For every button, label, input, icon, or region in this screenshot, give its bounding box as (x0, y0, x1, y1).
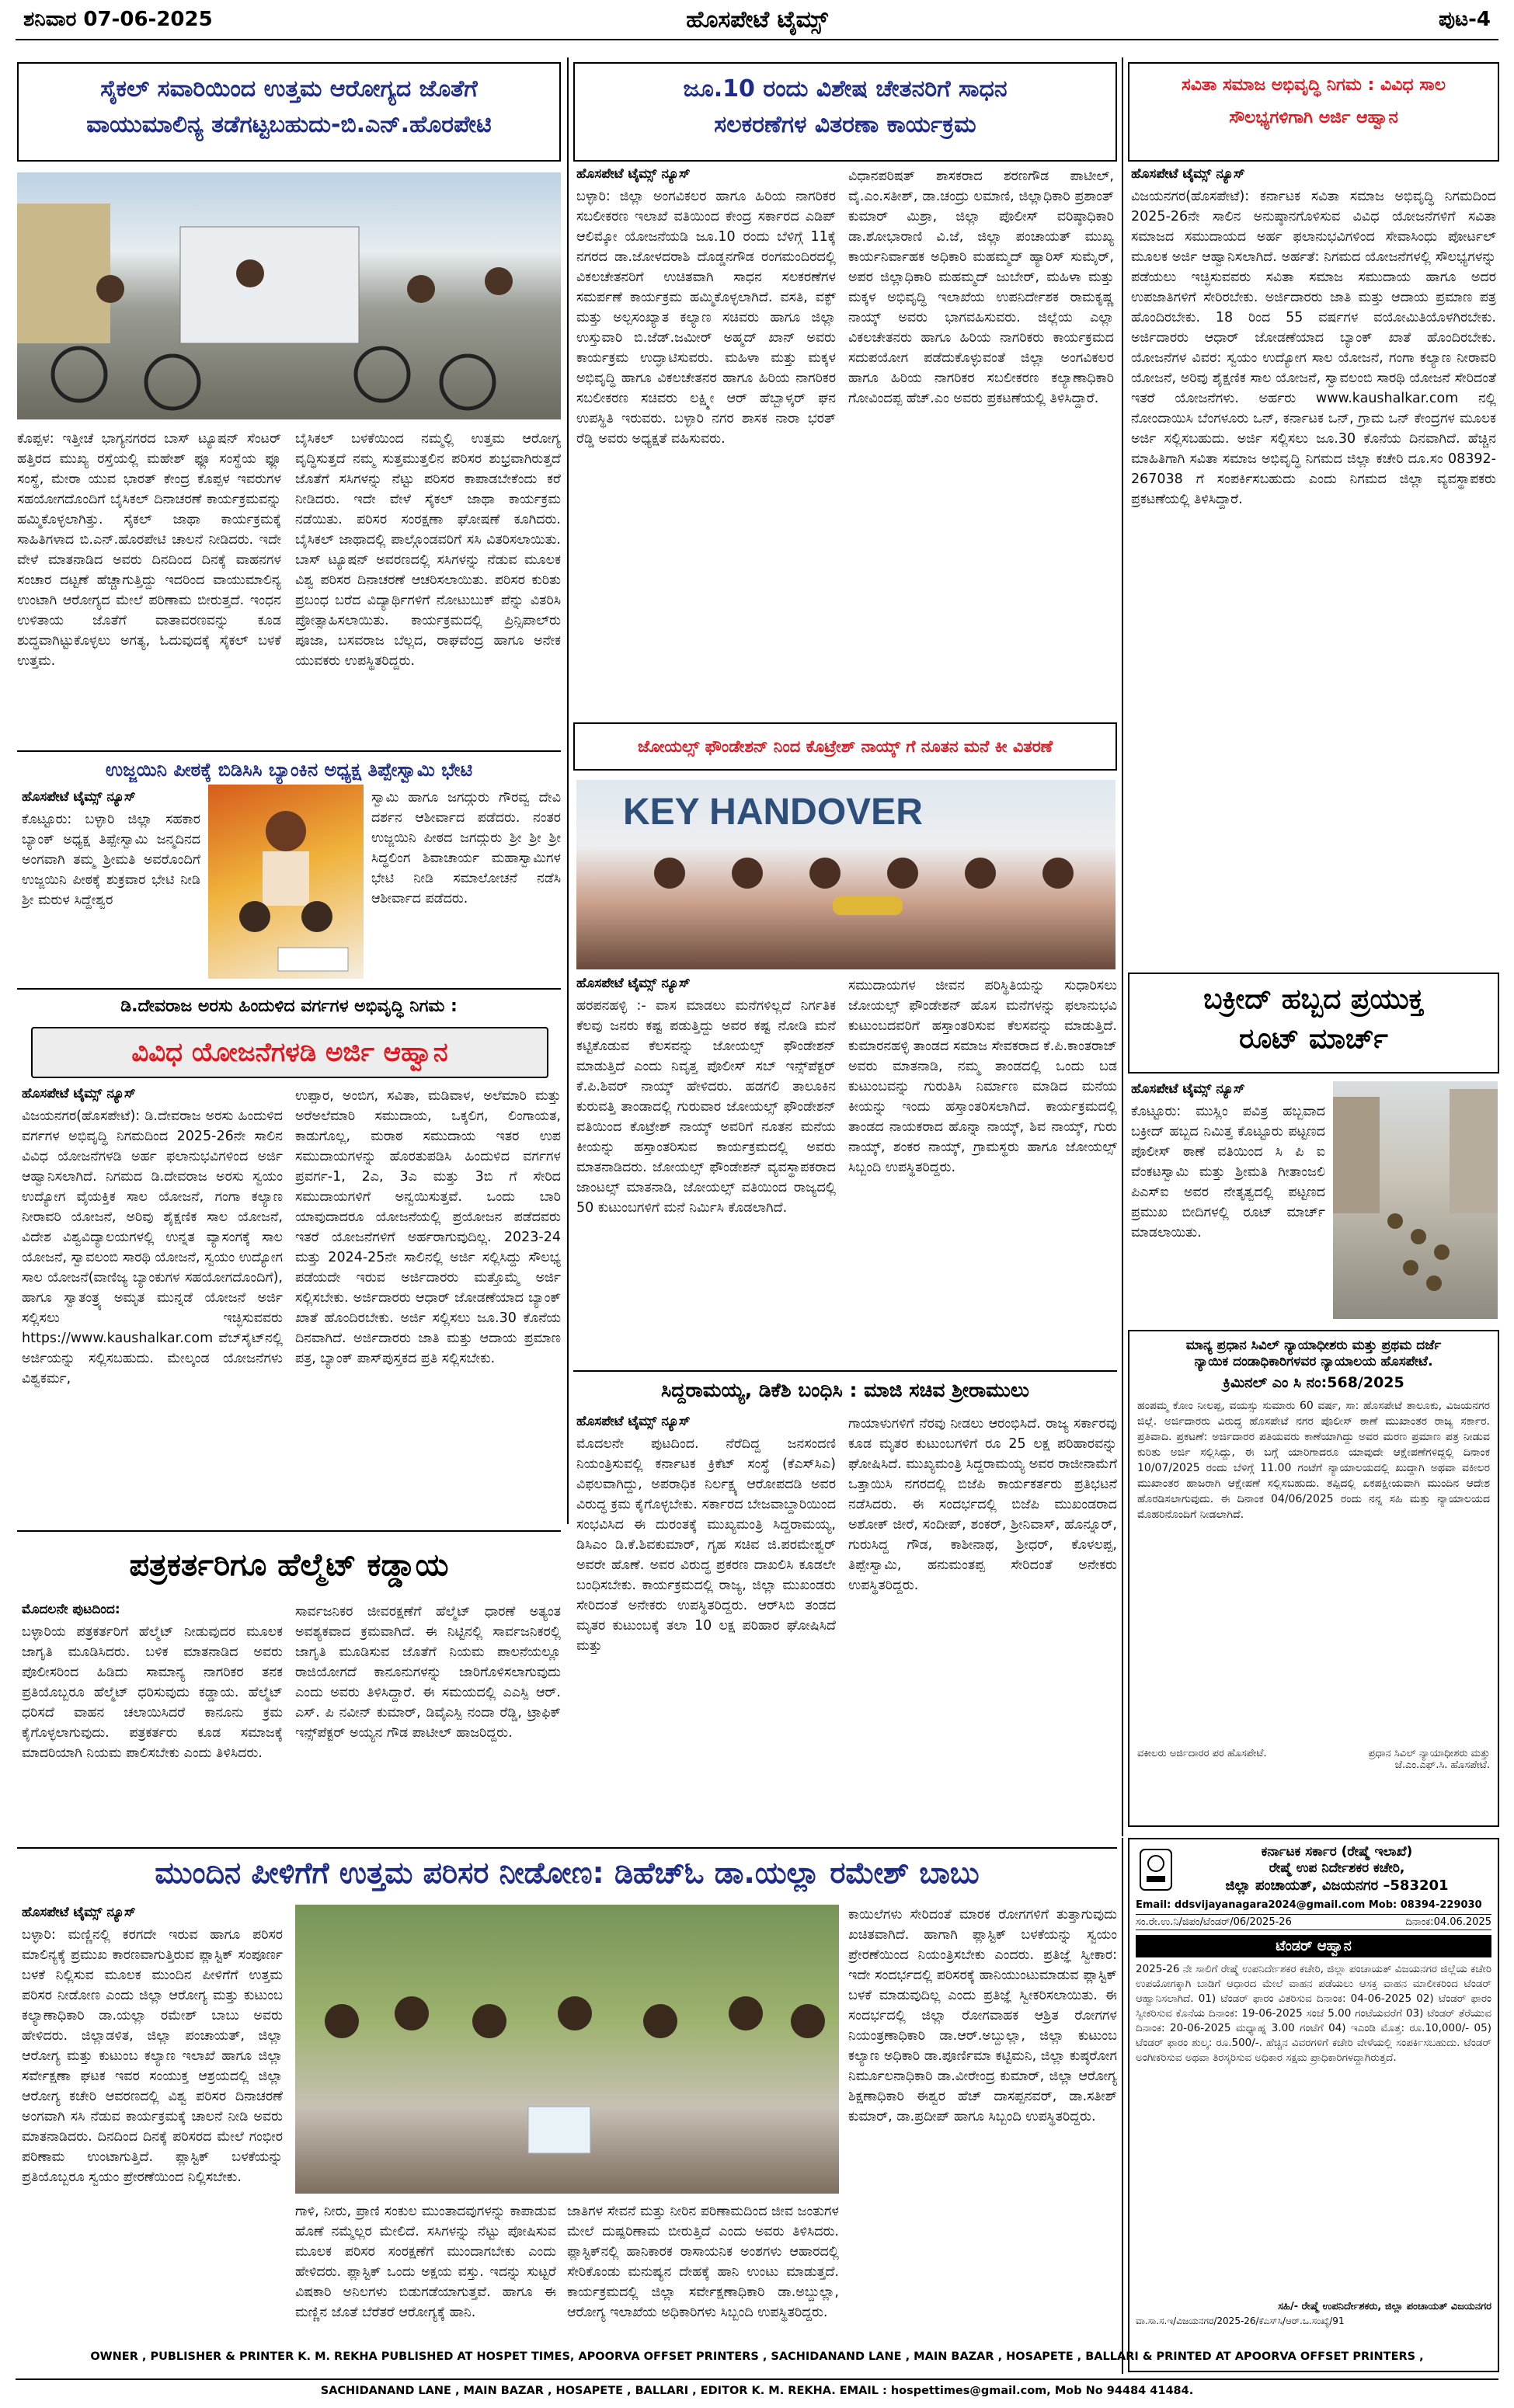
joyals-photo (576, 780, 1115, 969)
sriramulu-col-2: ಗಾಯಾಳುಗಳಿಗೆ ನೆರವು ನೀಡಲು ಆರಂಭಿಸಿದೆ. ರಾಜ್ಯ ಸರ್ಕಾರವು ಕೂಡ ಮೃತರ ಕುಟುಂಬಗಳಿಗೆ ರೂ 25 ಲಕ್ಷ ಪರಿಹಾರವನ್ನು ಘೋಷಿಸಿದೆ. ಮುಖ್ಯಮಂತ್ರಿ ಸಿದ್ದರಾಮಯ್ಯ ಅವರ ರಾಜೀನಾಮೆಗೆ ಒತ್ತಾಯಿಸಿ ನಗರದಲ್ಲಿ ಬಿಜೆಪಿ ಕಾರ್ಯಕರ್ತರು ಪ್ರತಿಭಟನೆ ನಡೆಸಿದರು. ಈ ಸಂದರ್ಭದಲ್ಲಿ ಬಿಜೆಪಿ ಮುಖಂಡರಾದ ಅಶೋಕ್ ಜೀರೆ, ಸಂದೀಪ್, ಶಂಕರ್, ಶ್ರೀನಿವಾಸ್, ಹೊನ್ನೂರ್, ಗುರುಸಿದ್ದ ಗೌಡ, ಕಾಶೀನಾಥ, ಶ್ರೀಧರ್, ಕೊಳಲಪ್ಪ, ತಿಪ್ಪೇಸ್ವಾಮಿ, ಹನುಮಂತಪ್ಪ ಸೇರಿದಂತೆ ಅನೇಕರು ಉಪಸ್ಥಿತರಿದ್ದರು. (848, 1416, 1117, 1593)
helmet-col-1: ಬಳ್ಳಾರಿಯ ಪತ್ರಕರ್ತರಿಗೆ ಹೆಲ್ಮೆಟ್ ನೀಡುವುದರ ಮೂಲಕ ಜಾಗೃತಿ ಮೂಡಿಸಿದರು. ಬಳಿಕ ಮಾತನಾಡಿದ ಅವರು ಪೊಲೀಸರಿಂದ ಹಿಡಿದು ಸಾಮಾನ್ಯ ನಾಗರಿಕರ ತನಕ ಪ್ರತಿಯೊಬ್ಬರೂ ಹೆಲ್ಮೆಟ್ ಧರಿಸುವುದು ಕಡ್ಡಾಯ. ಹೆಲ್ಮೆಟ್ ಧರಿಸದೆ ವಾಹನ ಚಲಾಯಿಸಿದರೆ ಕಾನೂನು ಕ್ರಮ ಕೈಗೊಳ್ಳಲಾಗುವುದು. ಪತ್ರಕರ್ತರು ಕೂಡ ಸಮಾಜಕ್ಕೆ ಮಾದರಿಯಾಗಿ ನಿಯಮ ಪಾಲಿಸಬೇಕು ಎಂದು ತಿಳಿಸಿದರು. (22, 1624, 283, 1761)
cycling-headline-box (17, 62, 561, 162)
savitha-body: ವಿಜಯನಗರ(ಹೊಸಪೇಟೆ): ಕರ್ನಾಟಕ ಸವಿತಾ ಸಮಾಜ ಅಭಿವೃದ್ಧಿ ನಿಗಮದಿಂದ 2025-26ನೇ ಸಾಲಿನ ಅನುಷ್ಠಾನಗೊಳಿಸುವ ವಿವಿಧ ಯೋಜನೆಗಳಿಗೆ ಸವಿತಾ ಸಮಾಜದ ಸಮುದಾಯದ ಅರ್ಹ ಫಲಾನುಭವಿಗಳಿಂದ ಸೇವಾಸಿಂಧು ಪೋರ್ಟಲ್ ಮೂಲಕ ಅರ್ಜಿ ಆಹ್ವಾನಿಸಲಾಗಿದೆ. ಅರ್ಹತೆ: ನಿಗಮದ ಯೋಜನೆಗಳಲ್ಲಿ ಸೌಲಭ್ಯಗಳನ್ನು ಪಡೆಯಲು ಇಚ್ಛಿಸುವವರು ಸವಿತಾ ಸಮಾಜ ಸಮುದಾಯ ಹಾಗೂ ಅದರ ಉಪಜಾತಿಗಳಿಗೆ ಸೇರಿರಬೇಕು. ಅರ್ಜಿದಾರರು ಜಾತಿ ಮತ್ತು ಆದಾಯ ಪ್ರಮಾಣ ಪತ್ರ ಹೊಂದಿರಬೇಕು. 18 ರಿಂದ 55 ವರ್ಷಗಳ ವಯೋಮಿತಿಯೊಳಗಿರಬೇಕು. ಅರ್ಜಿದಾರರು ಆಧಾರ್ ಜೋಡಣೆಯಾದ ಬ್ಯಾಂಕ್ ಖಾತೆ ಹೊಂದಿರಬೇಕು. ಯೋಜನೆಗಳ ವಿವರ: ಸ್ವಯಂ ಉದ್ಯೋಗ ಸಾಲ ಯೋಜನೆ, ಗಂಗಾ ಕಲ್ಯಾಣ ನೀರಾವರಿ ಯೋಜನೆ, ಅರಿವು ಶೈಕ್ಷಣಿಕ ಸಾಲ ಯೋಜನೆ, ಸ್ವಾವಲಂಬಿ ಸಾರಥಿ ಯೋಜನೆ ಸೇರಿದಂತೆ ಇತರೆ ಯೋಜನೆಗಳು. ಅರ್ಹರು www.kaushalkar.com ನಲ್ಲಿ ನೋಂದಾಯಿಸಿ ಬೆಂಗಳೂರು ಒನ್, ಕರ್ನಾಟಕ ಒನ್, ಗ್ರಾಮ ಒನ್ ಕೇಂದ್ರಗಳ ಮೂಲಕ ಅರ್ಜಿ ಸಲ್ಲಿಸಬಹುದು. ಅರ್ಜಿ ಸಲ್ಲಿಸಲು ಜೂ.30 ಕೊನೆಯ ದಿನವಾಗಿದೆ. ಹೆಚ್ಚಿನ ಮಾಹಿತಿಗಾಗಿ ಸವಿತಾ ಸಮಾಜ ಅಭಿವೃದ್ಧಿ ನಿಗಮದ ಜಿಲ್ಲಾ ಕಚೇರಿ ದೂ.ಸಂ 08392-267038 ಗೆ ಸಂಪರ್ಕಿಸಬಹುದು ಎಂದು ನಿಗಮದ ಜಿಲ್ಲಾ ವ್ಯವಸ್ಥಾಪಕರು ಪ್ರಕಟಣೆಯಲ್ಲಿ ತಿಳಿಸಿದ್ದಾರೆ. (1131, 189, 1496, 507)
cycling-photo (17, 172, 561, 419)
sriramulu-byline: ಹೊಸಪೇಟೆ ಟೈಮ್ಸ್ ನ್ಯೂಸ್ (576, 1414, 691, 1429)
cycling-headline-2: ವಾಯುಮಾಲಿನ್ಯ ತಡೆಗಟ್ಟಬಹುದು-ಬಿ.ಎನ್.ಹೊರಪೇಟಿ (86, 110, 492, 138)
court-notice-box (1128, 1330, 1499, 1827)
column-rule-1 (567, 57, 569, 1524)
cycling-headline-1: ಸೈಕಲ್ ಸವಾರಿಯಿಂದ ಉತ್ತಮ ಆರೋಗ್ಯದ ಜೊತೆಗೆ (100, 75, 478, 103)
helmet-headline: ಪತ್ರಕರ್ತರಿಗೂ ಹೆಲ್ಮೆಟ್ ಕಡ್ಡಾಯ (129, 1547, 449, 1583)
court-notice-title-1: ಮಾನ್ಯ ಪ್ರಧಾನ ಸಿವಿಲ್ ನ್ಯಾಯಾಧೀಶರು ಮತ್ತು ಪ್ರಥಮ ದರ್ಜೆ (1185, 1338, 1442, 1353)
devaraj-rule-top (17, 988, 561, 990)
tender-notice-box (1128, 1838, 1499, 2372)
june10-headline-1: ಜೂ.10 ರಂದು ವಿಶೇಷ ಚೇತನರಿಗೆ ಸಾಧನ (683, 75, 1008, 103)
bakrid-headline-box (1128, 973, 1499, 1074)
karnataka-emblem-icon (1136, 1846, 1176, 1893)
tender-body: 2025-26 ನೇ ಸಾಲಿಗೆ ರೇಷ್ಮೆ ಉಪನಿರ್ದೇಶಕರ ಕಚೇರಿ, ಜಿಲ್ಲಾ ಪಂಚಾಯತ್ ವಿಜಯನಗರ ಜಿಲ್ಲೆಯ ಕಚೇರಿ ಉಪಯೋಗಕ್ಕಾಗಿ ಬಾಡಿಗೆ ಆಧಾರದ ಮೇಲೆ ವಾಹನ ಪಡೆಯಲು ಆಸಕ್ತ ವಾಹನ ಮಾಲೀಕರಿಂದ ಟೆಂಡರ್ ಆಹ್ವಾನಿಸಲಾಗಿದೆ. 01) ಟೆಂಡರ್ ಫಾರಂ ವಿತರಿಸುವ ದಿನಾಂಕ: 04-06-2025 02) ಟೆಂಡರ್ ಫಾರಂ ಸ್ವೀಕರಿಸುವ ಕೊನೆಯ ದಿನಾಂಕ: 19-06-2025 ಸಂಜೆ 5.00 ಗಂಟೆಯವರೆಗೆ 03) ಟೆಂಡರ್ ತೆರೆಯುವ ದಿನಾಂಕ: 20-06-2025 ಮಧ್ಯಾಹ್ನ 3.00 ಗಂಟೆಗೆ 04) ಇಎಂಡಿ ಮೊತ್ತ: ರೂ.10,000/- 05) ಟೆಂಡರ್ ಫಾರಂ ಶುಲ್ಕ: ರೂ.500/-. ಹೆಚ್ಚಿನ ವಿವರಗಳಿಗೆ ಕಚೇರಿ ವೇಳೆಯಲ್ಲಿ ಸಂಪರ್ಕಿಸಬಹುದು. ಟೆಂಡರ್ ಅಂಗೀಕರಿಸುವ ಅಥವಾ ತಿರಸ್ಕರಿಸುವ ಅಧಿಕಾರ ಸಕ್ಷಮ ಪ್ರಾಧಿಕಾರಿಗಳದ್ದಾಗಿರುತ್ತದೆ. (1136, 1963, 1491, 2064)
devaraj-col-2: ಉಪ್ಪಾರ, ಅಂಬಿಗ, ಸವಿತಾ, ಮಡಿವಾಳ, ಅಲೆಮಾರಿ ಮತ್ತು ಅರೆಅಲೆಮಾರಿ ಸಮುದಾಯ, ಒಕ್ಕಲಿಗ, ಲಿಂಗಾಯತ, ಕಾಡುಗೊಲ್ಲ, ಮರಾಠ ಸಮುದಾಯ ಇತರ ಉಪ ಸಮುದಾಯಗಳನ್ನು ಹೊರತುಪಡಿಸಿ ಹಿಂದುಳಿದ ವರ್ಗಗಳ ಪ್ರವರ್ಗ-1, 2ಎ, 3ಎ ಮತ್ತು 3ಬಿ ಗೆ ಸೇರಿದ ಸಮುದಾಯಗಳಿಗೆ ಅನ್ವಯಿಸುತ್ತವೆ. ಒಂದು ಬಾರಿ ಯಾವುದಾದರೂ ಯೋಜನೆಯಲ್ಲಿ ಪ್ರಯೋಜನ ಪಡೆದವರು ಇತರೆ ಯೋಜನೆಗಳಿಗೆ ಅರ್ಹರಾಗುವುದಿಲ್ಲ. 2023-24 ಮತ್ತು 2024-25ನೇ ಸಾಲಿನಲ್ಲಿ ಅರ್ಜಿ ಸಲ್ಲಿಸಿದ್ದು ಸೌಲಭ್ಯ ಪಡೆಯದೇ ಇರುವ ಅರ್ಜಿದಾರರು ಮತ್ತೊಮ್ಮೆ ಅರ್ಜಿ ಸಲ್ಲಿಸಬೇಕು. ಅರ್ಜಿದಾರರು ಆಧಾರ್ ಜೋಡಣೆಯಾದ ಬ್ಯಾಂಕ್ ಖಾತೆ ಹೊಂದಿರಬೇಕು. ಅರ್ಜಿ ಸಲ್ಲಿಸಲು ಜೂ.30 ಕೊನೆಯ ದಿನವಾಗಿದೆ. ಅರ್ಜಿದಾರರು ಜಾತಿ ಮತ್ತು ಆದಾಯ ಪ್ರಮಾಣ ಪತ್ರ, ಬ್ಯಾಂಕ್ ಪಾಸ್‌ಪುಸ್ತಕದ ಪ್ರತಿ ಸಲ್ಲಿಸಬೇಕು. (295, 1088, 561, 1366)
bakrid-photo (1333, 1081, 1498, 1319)
dho-rule-top (17, 1847, 1117, 1849)
joyals-photo-scene (576, 780, 1115, 969)
court-notice-case-number: ಕ್ರಿಮಿನಲ್ ಎಂ ಸಿ ನಂ:568/2025 (1223, 1373, 1404, 1391)
joyals-col-2: ಸಮುದಾಯಗಳ ಜೀವನ ಪರಿಸ್ಥಿತಿಯನ್ನು ಸುಧಾರಿಸಲು ಜೋಯಲ್ಸ್ ಫೌಂಡೇಶನ್ ಹೊಸ ಮನೆಗಳನ್ನು ಫಲಾನುಭವಿ ಕುಟುಂಬದವರಿಗೆ ಹಸ್ತಾಂತರಿಸುವ ಕೆಲಸವನ್ನು ಮಾಡುತ್ತಿದೆ. ಕುಮಾರನಹಳ್ಳಿ ತಾಂಡದ ಸಮಾಜ ಸೇವಕರಾದ ಕೆ.ಪಿ.ಕಾಂತರಾಜ್ ಅವರು ಮಾತನಾಡಿ, ನಮ್ಮ ತಾಂಡದಲ್ಲಿ ಒಂದು ಬಡ ಕುಟುಂಬವನ್ನು ಗುರುತಿಸಿ ನಿರ್ಮಾಣ ಮಾಡಿದ ಮನೆಯ ಕೀಯನ್ನು ಇಂದು ಹಸ್ತಾಂತರಿಸಲಾಗಿದೆ. ಕಾರ್ಯಕ್ರಮದಲ್ಲಿ ತಾಂಡದ ನಾಯಕರಾದ ಹೊನ್ನಾ ನಾಯ್ಕ್, ಶಿವ ನಾಯ್ಕ್, ಗುರು ನಾಯ್ಕ್, ಶಂಕರ ನಾಯ್ಕ್, ಗ್ರಾಮಸ್ಥರು ಹಾಗೂ ಜೋಯಲ್ಸ್ ಸಿಬ್ಬಂದಿ ಉಪಸ್ಥಿತರಿದ್ದರು. (848, 978, 1117, 1175)
bakrid-body: ಕೊಟ್ಟೂರು: ಮುಸ್ಲಿಂ ಪವಿತ್ರ ಹಬ್ಬವಾದ ಬಕ್ರೀದ್ ಹಬ್ಬದ ನಿಮಿತ್ತ ಕೊಟ್ಟೂರು ಪಟ್ಟಣದ ಪೊಲೀಸ್ ಠಾಣೆ ವತಿಯಿಂದ ಸಿ ಪಿ ಐ ವೆಂಕಟಸ್ವಾಮಿ ಮತ್ತು ಶ್ರೀಮತಿ ಗೀತಾಂಜಲಿ ಪಿಎಸ್‌ಐ ಅವರ ನೇತೃತ್ವದಲ್ಲಿ ಪಟ್ಟಣದ ಪ್ರಮುಖ ಬೀದಿಗಳಲ್ಲಿ ರೂಟ್ ಮಾರ್ಚ್ ಮಾಡಲಾಯಿತು. (1131, 1104, 1325, 1241)
savitha-headline-2: ಸೌಲಭ್ಯಗಳಿಗಾಗಿ ಅರ್ಜಿ ಆಹ್ವಾನ (1229, 107, 1398, 127)
june10-col-2: ವಿಧಾನಪರಿಷತ್ ಶಾಸಕರಾದ ಶರಣಗೌಡ ಪಾಟೀಲ್, ವೈ.ಎಂ.ಸತೀಶ್, ಡಾ.ಚಂದ್ರು ಲಮಾಣಿ, ಜಿಲ್ಲಾಧಿಕಾರಿ ಪ್ರಶಾಂತ್ ಕುಮಾರ್ ಮಿಶ್ರಾ, ಜಿಲ್ಲಾ ಪೊಲೀಸ್ ವರಿಷ್ಠಾಧಿಕಾರಿ ಡಾ.ಶೋಭಾರಾಣಿ ವಿ.ಜೆ, ಜಿಲ್ಲಾ ಪಂಚಾಯತ್ ಮುಖ್ಯ ಕಾರ್ಯನಿರ್ವಾಹಕ ಅಧಿಕಾರಿ ಮಹಮ್ಮದ್ ಹ್ಯಾರಿಸ್ ಸುಮೈರ್, ಅಪರ ಜಿಲ್ಲಾಧಿಕಾರಿ ಮಹಮ್ಮದ್ ಜುಬೇರ್, ಮಹಿಳಾ ಮತ್ತು ಮಕ್ಕಳ ಅಭಿವೃದ್ಧಿ ಇಲಾಖೆಯ ಉಪನಿರ್ದೇಶಕ ರಾಮಕೃಷ್ಣ ನಾಯ್ಕ್ ಅವರು ಭಾಗವಹಿಸುವರು. ಜಿಲ್ಲೆಯ ಎಲ್ಲಾ ವಿಕಲಚೇತನರು ಹಾಗೂ ಹಿರಿಯ ನಾಗರಿಕರು ಕಾರ್ಯಕ್ರಮದ ಸದುಪಯೋಗ ಪಡೆದುಕೊಳ್ಳುವಂತೆ ಜಿಲ್ಲಾ ಅಂಗವಿಕಲರ ಹಾಗೂ ಹಿರಿಯ ನಾಗರಿಕರ ಸಬಲೀಕರಣ ಕಲ್ಯಾಣಾಧಿಕಾರಿ ಗೋವಿಂದಪ್ಪ ಹೆಚ್.ಎಂ ಅವರು ಪ್ರಕಟಣೆಯಲ್ಲಿ ತಿಳಿಸಿದ್ದಾರೆ. (848, 169, 1114, 406)
devaraj-headline-banner (31, 1027, 548, 1078)
devaraj-kicker: ಡಿ.ದೇವರಾಜ ಅರಸು ಹಿಂದುಳಿದ ವರ್ಗಗಳ ಅಭಿವೃದ್ಧಿ ನಿಗಮ : (120, 997, 458, 1016)
june10-headline-box (573, 62, 1117, 162)
joyals-col-1: ಹರಪನಹಳ್ಳಿ :- ವಾಸ ಮಾಡಲು ಮನೆಗಳಿಲ್ಲದೆ ನಿರ್ಗತಿಕ ಕೆಲವು ಜನರು ಕಷ್ಟ ಪಡುತ್ತಿದ್ದು ಅವರ ಕಷ್ಟ ನೋಡಿ ಮನೆ ಕಟ್ಟಿಕೊಡುವ ಕೆಲಸವನ್ನು ಜೋಯಲ್ಸ್ ಫೌಂಡೇಶನ್ ಮಾಡುತ್ತಿದೆ ಎಂದು ನಿವೃತ್ತ ಪೊಲೀಸ್ ಸಬ್ ಇನ್ಸ್‌ಪೆಕ್ಟರ್ ಕೆ.ಪಿ.ಶಿವರ್ ನಾಯ್ಕ್ ಹೇಳಿದರು. ಹಡಗಲಿ ತಾಲೂಕಿನ ಕುರುವತ್ತಿ ತಾಂಡಾದಲ್ಲಿ ಗುರುವಾರ ಜೋಯಲ್ಸ್ ಫೌಂಡೇಶನ್ ವತಿಯಿಂದ ಕೊಟ್ರೇಶ್ ನಾಯ್ಕ್ ಅವರಿಗೆ ನೂತನ ಮನೆಯ ಕೀಯನ್ನು ಹಸ್ತಾಂತರಿಸುವ ಕಾರ್ಯಕ್ರಮದಲ್ಲಿ ಅವರು ಮಾತನಾಡಿದರು. ಜೋಯಲ್ಸ್ ಫೌಂಡೇಶನ್ ವ್ಯವಸ್ಥಾಪಕರಾದ ಜಾಂಟಲ್ಸ್ ಮಾತನಾಡಿ, ಜೋಯಲ್ಸ್ ವತಿಯಿಂದ ರಾಜ್ಯದಲ್ಲಿ 50 ಕುಟುಂಬಗಳಿಗೆ ಮನೆ ನಿರ್ಮಿಸಿ ಕೊಡಲಾಗಿದೆ. (576, 998, 836, 1216)
helmet-col-2: ಸಾರ್ವಜನಿಕರ ಜೀವರಕ್ಷಣೆಗೆ ಹೆಲ್ಮೆಟ್ ಧಾರಣೆ ಅತ್ಯಂತ ಅವಶ್ಯಕವಾದ ಕ್ರಮವಾಗಿದೆ. ಈ ನಿಟ್ಟಿನಲ್ಲಿ ಸಾರ್ವಜನಿಕರಲ್ಲಿ ಜಾಗೃತಿ ಮೂಡಿಸುವ ಜೊತೆಗೆ ನಿಯಮ ಪಾಲನೆಯಲ್ಲೂ ರಾಜಿಯೋಗದೆ ಕಾನೂನುಗಳನ್ನು ಜಾರಿಗೊಳಿಸಲಾಗುವುದು ಎಂದು ಅವರು ತಿಳಿಸಿದ್ದಾರೆ. ಈ ಸಮಯದಲ್ಲಿ ಎಎಸ್ಪಿ ಆರ್. ಎಸ್. ಪಿ ನವೀನ್ ಕುಮಾರ್, ಡಿವೈಎಸ್ಪಿ ನಂದಾ ರೆಡ್ಡಿ, ಟ್ರಾಫಿಕ್ ಇನ್ಸ್‌ಪೆಕ್ಟರ್ ಅಯ್ಯನ ಗೌಡ ಪಾಟೀಲ್ ಹಾಜರಿದ್ದರು. (295, 1604, 561, 1741)
footer-imprint-1: OWNER , PUBLISHER & PRINTER K. M. REKHA PUBLISHED AT HOSPET TIMES, APOORVA OFFSET PRINTERS , SACHIDANAND LANE , MAIN BAZAR , HOSAPETE , BALLARI & PRINTED AT APOORVA OFFSET PRINTERS , (90, 2351, 1424, 2363)
savitha-headline-1: ಸವಿತಾ ಸಮಾಜ ಅಭಿವೃದ್ಧಿ ನಿಗಮ : ವಿವಿಧ ಸಾಲ (1182, 75, 1446, 95)
dho-col-4: ಕಾಯಿಲೆಗಳು ಸೇರಿದಂತೆ ಮಾರಕ ರೋಗಗಳಿಗೆ ತುತ್ತಾಗುವುದು ಖಚಿತವಾಗಿದೆ. ಹಾಗಾಗಿ ಪ್ಲಾಸ್ಟಿಕ್ ಬಳಕೆಯನ್ನು ಸ್ವಯಂ ಪ್ರೇರಣೆಯಿಂದ ನಿಯಂತ್ರಿಸಬೇಕು ಎಂದರು. ಪ್ರತಿಜ್ಞೆ ಸ್ವೀಕಾರ: ಇದೇ ಸಂದರ್ಭದಲ್ಲಿ ಪರಿಸರಕ್ಕೆ ಹಾನಿಯುಂಟುಮಾಡುವ ಪ್ಲಾಸ್ಟಿಕ್ ಬಳಕೆ ಮಾಡುವುದಿಲ್ಲ ಎಂದು ಪ್ರತಿಜ್ಞೆ ಸ್ವೀಕರಿಸಲಾಯಿತು. ಈ ಸಂದರ್ಭದಲ್ಲಿ ಜಿಲ್ಲಾ ರೋಗವಾಹಕ ಆಶ್ರಿತ ರೋಗಗಳ ನಿಯಂತ್ರಣಾಧಿಕಾರಿ ಡಾ.ಆರ್.ಅಬ್ದುಲ್ಲಾ, ಜಿಲ್ಲಾ ಕುಟುಂಬ ಕಲ್ಯಾಣ ಅಧಿಕಾರಿ ಡಾ.ಪೂರ್ಣಿಮಾ ಕಟ್ಟಿಮನಿ, ಜಿಲ್ಲಾ ಕುಷ್ಠರೋಗ ನಿರ್ಮೂಲನಾಧಿಕಾರಿ ಡಾ.ವೀರೇಂದ್ರ ಕುಮಾರ್, ಜಿಲ್ಲಾ ಆರೋಗ್ಯ ಶಿಕ್ಷಣಾಧಿಕಾರಿ ಈಶ್ವರ ಹೆಚ್ ದಾಸಪ್ಪನವರ್, ಡಾ.ಸತೀಶ್ ಕುಮಾರ್, ಡಾ.ಪ್ರದೀಪ್ ಹಾಗೂ ಸಿಬ್ಬಂದಿ ಉಪಸ್ಥಿತರಿದ್ದರು. (848, 1907, 1117, 2124)
tender-footer-code: ವಾ.ಸಾ.ಸ.ಇ/ವಿಜಯನಗರ/2025-26/ಕೆಎಸ್‌ಸಿ/ಆರ್.ಒ.ಸಂಖ್ಯೆ/91 (1136, 2316, 1345, 2326)
sriramulu-headline: ಸಿದ್ದರಾಮಯ್ಯ, ಡಿಕೆಶಿ ಬಂಧಿಸಿ : ಮಾಜಿ ಸಚಿವ ಶ್ರೀರಾಮುಲು (660, 1379, 1030, 1401)
joyals-photo-banner-text: KEY HANDOVER (623, 792, 923, 833)
bakrid-photo-scene (1333, 1081, 1498, 1319)
dho-col-3: ಜಾತಿಗಳ ಸೇವನೆ ಮತ್ತು ನೀರಿನ ಪರಿಣಾಮದಿಂದ ಜೀವ ಜಂತುಗಳ ಮೇಲೆ ದುಷ್ಪರಿಣಾಮ ಬೀರುತ್ತಿದೆ ಎಂದು ಅವರು ತಿಳಿಸಿದರು. ಪ್ಲಾಸ್ಟಿಕ್‌ನಲ್ಲಿ ಹಾನಿಕಾರಕ ರಾಸಾಯನಿಕ ಅಂಶಗಳು ಆಹಾರದಲ್ಲಿ ಸೇರಿಕೊಂಡು ಮನುಷ್ಯನ ದೇಹಕ್ಕೆ ಹಾನಿ ಉಂಟು ಮಾಡುತ್ತದೆ. ಕಾರ್ಯಕ್ರಮದಲ್ಲಿ ಜಿಲ್ಲಾ ಸರ್ವೇಕ್ಷಣಾಧಿಕಾರಿ ಡಾ.ಅಬ್ದುಲ್ಲಾ, ಆರೋಗ್ಯ ಇಲಾಖೆಯ ಅಧಿಕಾರಿಗಳು ಸಿಬ್ಬಂದಿ ಉಪಸ್ಥಿತರಿದ್ದರು. (567, 2204, 839, 2320)
tender-line-1: ಕರ್ನಾಟಕ ಸರ್ಕಾರ (ರೇಷ್ಮೆ ಇಲಾಖೆ) (1261, 1844, 1413, 1860)
column-rule-3 (1122, 1838, 1123, 2374)
dho-col-1: ಬಳ್ಳಾರಿ: ಮಣ್ಣಿನಲ್ಲಿ ಕರಗದೇ ಇರುವ ಹಾಗೂ ಪರಿಸರ ಮಾಲಿನ್ಯಕ್ಕೆ ಪ್ರಮುಖ ಕಾರಣವಾಗುತ್ತಿರುವ ಪ್ಲಾಸ್ಟಿಕ್ ಸಂಪೂರ್ಣ ಬಳಕೆ ನಿಲ್ಲಿಸುವ ಮೂಲಕ ಮುಂದಿನ ಪೀಳಿಗೆಗೆ ಉತ್ತಮ ಪರಿಸರ ನೀಡೋಣ ಎಂದು ಜಿಲ್ಲಾ ಆರೋಗ್ಯ ಮತ್ತು ಕುಟುಂಬ ಕಲ್ಯಾಣಾಧಿಕಾರಿ ಡಾ.ಯಲ್ಲಾ ರಮೇಶ್ ಬಾಬು ಅವರು ಹೇಳಿದರು. ಜಿಲ್ಲಾಡಳಿತ, ಜಿಲ್ಲಾ ಪಂಚಾಯತ್, ಜಿಲ್ಲಾ ಆರೋಗ್ಯ ಮತ್ತು ಕುಟುಂಬ ಕಲ್ಯಾಣ ಇಲಾಖೆ ಹಾಗೂ ಜಿಲ್ಲಾ ಸರ್ವೇಕ್ಷಣಾ ಘಟಕ ಇವರ ಸಂಯುಕ್ತ ಆಶ್ರಯದಲ್ಲಿ ಜಿಲ್ಲಾ ಆರೋಗ್ಯ ಕಚೇರಿ ಆವರಣದಲ್ಲಿ ವಿಶ್ವ ಪರಿಸರ ದಿನಾಚರಣೆ ಅಂಗವಾಗಿ ಸಸಿ ನೆಡುವ ಕಾರ್ಯಕ್ರಮಕ್ಕೆ ಚಾಲನೆ ನೀಡಿ ಅವರು ಮಾತನಾಡಿದರು. ದಿನದಿಂದ ದಿನಕ್ಕೆ ಪರಿಸರದ ಮೇಲೆ ಗಂಭೀರ ಪರಿಣಾಮ ಉಂಟಾಗುತ್ತಿದೆ. ಪ್ಲಾಸ್ಟಿಕ್ ಬಳಕೆಯನ್ನು ಪ್ರತಿಯೊಬ್ಬರೂ ಸ್ವಯಂ ಪ್ರೇರಣೆಯಿಂದ ನಿಲ್ಲಿಸಬೇಕು. (22, 1927, 283, 2185)
masthead-page-number: ಪುಟ-4 (1438, 8, 1491, 31)
cycling-col-1: ಕೊಪ್ಪಳ: ಇತ್ತೀಚೆ ಭಾಗ್ಯನಗರದ ಬಾಸ್ ಟ್ಯೂಷನ್ ಸೆಂಟರ್ ಹತ್ತಿರದ ಮುಖ್ಯ ರಸ್ತೆಯಲ್ಲಿ ಮಹೇಶ್ ಫ್ಲೂ ಸಂಸ್ಥೆಯ ಫ್ಲೂ ಸಂಸ್ಥೆ, ಮೇರಾ ಯುವ ಭಾರತ್ ಕೇಂದ್ರ ಕೊಪ್ಪಳ ಇವರುಗಳ ಸಹಯೋಗದೊಂದಿಗೆ ಬೈಸಿಕಲ್ ದಿನಾಚರಣೆ ಕಾರ್ಯಕ್ರಮವನ್ನು ಹಮ್ಮಿಕೊಳ್ಳಲಾಗಿತ್ತು. ಸೈಕಲ್ ಜಾಥಾ ಕಾರ್ಯಕ್ರಮಕ್ಕೆ ಸಾಹಿತಿಗಳಾದ ಬಿ.ಎನ್.ಹೊರಪೇಟಿ ಚಾಲನೆ ನೀಡಿದರು. ಇದೇ ವೇಳೆ ಮಾತನಾಡಿದ ಅವರು ದಿನದಿಂದ ದಿನಕ್ಕೆ ವಾಹನಗಳ ಸಂಚಾರ ದಟ್ಟಣೆ ಹೆಚ್ಚಾಗುತ್ತಿದ್ದು ಇದರಿಂದ ವಾಯುಮಾಲಿನ್ಯ ಉಂಟಾಗಿ ಆರೋಗ್ಯದ ಮೇಲೆ ಪರಿಣಾಮ ಬೀರುತ್ತದೆ. ಇಂಧನ ಉಳಿತಾಯ ಜೊತೆಗೆ ವಾತಾವರಣವನ್ನು ಕೂಡ ಶುದ್ಧವಾಗಿಟ್ಟುಕೊಳ್ಳಲು ಅಗತ್ಯ, ಓದುವುದಕ್ಕೆ ಸೈಕಲ್ ಬಳಕೆ ಉತ್ತಮ. (17, 431, 281, 669)
tender-reference: ಸಂ.ರೇ.ಉ.ನಿ/ಜಿಪಂ/ಟೆಂಡರ್/06/2025-26 (1136, 1916, 1292, 1928)
footer-imprint-2: SACHIDANAND LANE , MAIN BAZAR , HOSAPETE , BALLARI , EDITOR K. M. REKHA. EMAIL : hospettimes@gmail.com, Mob No 94484 41484. (320, 2385, 1194, 2397)
ujjaini-col-right: ಸ್ವಾಮಿ ಹಾಗೂ ಜಗದ್ಗುರು ಗೌರವ್ವ ದೇವಿ ದರ್ಶನ ಆಶೀರ್ವಾದ ಪಡೆದರು. ನಂತರ ಉಜ್ಜಯಿನಿ ಪೀಠದ ಜಗದ್ಗುರು ಶ್ರೀ ಶ್ರೀ ಶ್ರೀ ಸಿದ್ಧಲಿಂಗ ಶಿವಾಚಾರ್ಯ ಮಹಾಸ್ವಾಮಿಗಳ ಭೇಟಿ ನೀಡಿ ಸಮಾಲೋಚನೆ ನಡೆಸಿ ಆಶೀರ್ವಾದ ಪಡೆದರು. (371, 790, 561, 906)
court-notice-title-2: ನ್ಯಾಯಿಕ ದಂಡಾಧಿಕಾರಿಗಳವರ ನ್ಯಾಯಾಲಯ ಹೊಸಪೇಟೆ. (1194, 1354, 1433, 1370)
tender-line-2: ರೇಷ್ಮೆ ಉಪ ನಿರ್ದೇಶಕರ ಕಚೇರಿ, (1269, 1860, 1405, 1877)
savitha-headline-box (1128, 62, 1499, 162)
sriramulu-rule-top (573, 1370, 1117, 1372)
cycling-col-2: ಬೈಸಿಕಲ್ ಬಳಕೆಯಿಂದ ನಮ್ಮಲ್ಲಿ ಉತ್ತಮ ಆರೋಗ್ಯ ವೃದ್ಧಿಸುತ್ತದೆ ನಮ್ಮ ಸುತ್ತಮುತ್ತಲಿನ ಪರಿಸರ ಶುಭ್ರವಾಗಿರುತ್ತದೆ ಜೊತೆಗೆ ಸಸಿಗಳನ್ನು ನೆಟ್ಟು ಪರಿಸರ ಕಾಪಾಡಬೇಕೆಂದು ಕರೆ ನೀಡಿದರು. ಇದೇ ವೇಳೆ ಸೈಕಲ್ ಜಾಥಾ ಕಾರ್ಯಕ್ರಮ ನಡೆಯಿತು. ಪರಿಸರ ಸಂರಕ್ಷಣಾ ಘೋಷಣೆ ಕೂಗಿದರು. ಬೈಸಿಕಲ್ ಜಾಥಾದಲ್ಲಿ ಪಾಲ್ಗೊಂಡವರಿಗೆ ಸಸಿ ವಿತರಿಸಲಾಯಿತು. ಬಾಸ್ ಟ್ಯೂಷನ್ ಅವರಣದಲ್ಲಿ ಸಸಿಗಳನ್ನು ನೆಡುವ ಮೂಲಕ ವಿಶ್ವ ಪರಿಸರ ದಿನಾಚರಣೆ ಆಚರಿಸಲಾಯಿತು. ಪರಿಸರ ಕುರಿತು ಪ್ರಬಂಧ ಬರೆದ ವಿದ್ಯಾರ್ಥಿಗಳಿಗೆ ನೋಟುಬುಕ್ ಪೆನ್ನು ವಿತರಿಸಿ ಪ್ರೋತ್ಸಾಹಿಸಲಾಯಿತು. ಕಾರ್ಯಕ್ರಮದಲ್ಲಿ ಪ್ರಿನ್ಸಿಪಾಲ್‌ರು ಪೂಜಾ, ಬಸವರಾಜ ಬೆಲ್ಲದ, ರಾಘವೆಂದ್ರ ಹಾಗೂ ಅನೇಕ ಯುವಕರು ಉಪಸ್ಥಿತರಿದ್ದರು. (295, 431, 561, 669)
dho-photo (295, 1905, 839, 2194)
june10-col-1: ಬಳ್ಳಾರಿ: ಜಿಲ್ಲಾ ಅಂಗವಿಕಲರ ಹಾಗೂ ಹಿರಿಯ ನಾಗರಿಕರ ಸಬಲೀಕರಣ ಇಲಾಖೆ ವತಿಯಿಂದ ಕೇಂದ್ರ ಸರ್ಕಾರದ ಎಡಿಪ್ ಆಲಿಮ್ಕೋ ಯೋಜನೆಯಡಿ ಜೂ.10 ರಂದು ಬೆಳಿಗ್ಗೆ 11ಕ್ಕೆ ನಗರದ ಡಾ.ಜೋಳದರಾಶಿ ದೊಡ್ಡನಗೌಡ ರಂಗಮಂದಿರದಲ್ಲಿ ವಿಕಲಚೇತನರಿಗೆ ಉಚಿತವಾಗಿ ಸಾಧನ ಸಲಕರಣೆಗಳ ಸಮರ್ಪಣೆ ಕಾರ್ಯಕ್ರಮ ಹಮ್ಮಿಕೊಳ್ಳಲಾಗಿದೆ. ವಸತಿ, ವಕ್ಫ್ ಮತ್ತು ಅಲ್ಪಸಂಖ್ಯಾತ ಕಲ್ಯಾಣ ಸಚಿವರು ಹಾಗೂ ಜಿಲ್ಲಾ ಉಸ್ತುವಾರಿ ಬಿ.ಜೆಡ್.ಜಮೀರ್ ಅಹ್ಮದ್ ಖಾನ್ ಅವರು ಕಾರ್ಯಕ್ರಮ ಉದ್ಘಾಟಿಸುವರು. ಮಹಿಳಾ ಮತ್ತು ಮಕ್ಕಳ ಅಭಿವೃದ್ಧಿ ಹಾಗೂ ವಿಕಲಚೇತನರ ಹಾಗೂ ಹಿರಿಯ ನಾಗರಿಕರ ಸಬಲೀಕರಣ ಸಚಿವರು ಲಕ್ಷ್ಮೀ ಆರ್ ಹೆಬ್ಬಾಳ್ಕರ್ ಘನ ಉಪಸ್ಥಿತಿ ಇರುವರು. ಬಳ್ಳಾರಿ ನಗರ ಶಾಸಕ ನಾರಾ ಭರತ್ ರೆಡ್ಡಿ ಅವರು ಅಧ್ಯಕ್ಷತೆ ವಹಿಸುವರು. (576, 189, 836, 447)
sriramulu-col-1: ಮೊದಲನೇ ಪುಟದಿಂದ. ನೆರೆದಿದ್ದ ಜನಸಂದಣಿ ನಿಯಂತ್ರಿಸುವಲ್ಲಿ ಕರ್ನಾಟಕ ಕ್ರಿಕೆಟ್ ಸಂಸ್ಥೆ (ಕೆಎಸ್‌ಸಿಎ) ವಿಫಲವಾಗಿದ್ದು, ಅಪರಾಧಿಕ ನಿರ್ಲಕ್ಷ್ಯ ಆರೋಪದಡಿ ಅವರ ವಿರುದ್ಧ ಕ್ರಮ ಕೈಗೊಳ್ಳಬೇಕು. ಸರ್ಕಾರದ ಬೇಜವಾಬ್ದಾರಿಯಿಂದ ಸಂಭವಿಸಿದ ಈ ದುರಂತಕ್ಕೆ ಮುಖ್ಯಮಂತ್ರಿ ಸಿದ್ದರಾಮಯ್ಯ, ಡಿಸಿಎಂ ಡಿ.ಕೆ.ಶಿವಕುಮಾರ್, ಗೃಹ ಸಚಿವ ಜಿ.ಪರಮೇಶ್ವರ್ ಅವರೇ ಹೊಣೆ. ಅವರ ವಿರುದ್ಧ ಪ್ರಕರಣ ದಾಖಲಿಸಿ ಕೂಡಲೇ ಬಂಧಿಸಬೇಕು. ಕಾರ್ಯಕ್ರಮದಲ್ಲಿ ರಾಜ್ಯ, ಜಿಲ್ಲಾ ಮುಖಂಡರು ಸೇರಿದಂತೆ ಅನೇಕರು ಉಪಸ್ಥಿತರಿದ್ದರು. ಆರ್‌ಸಿಬಿ ತಂಡದ ಮೃತರ ಕುಟುಂಬಕ್ಕೆ ತಲಾ 10 ಲಕ್ಷ ಪರಿಹಾರ ಘೋಷಿಸಿದೆ ಮತ್ತು (576, 1436, 836, 1654)
tender-email: Email: ddsvijayanagara2024@gmail.com Mob: 08394-229030 (1136, 1899, 1482, 1911)
helmet-rule-top (17, 1530, 561, 1532)
dho-headline: ಮುಂದಿನ ಪೀಳಿಗೆಗೆ ಉತ್ತಮ ಪರಿಸರ ನೀಡೋಣ: ಡಿಹೆಚ್‌ಓ ಡಾ.ಯಲ್ಲಾ ರಮೇಶ್ ಬಾಬು (155, 1856, 980, 1890)
dho-col-2: ಗಾಳಿ, ನೀರು, ಪ್ರಾಣಿ ಸಂಕುಲ ಮುಂತಾದವುಗಳನ್ನು ಕಾಪಾಡುವ ಹೊಣೆ ನಮ್ಮೆಲ್ಲರ ಮೇಲಿದೆ. ಸಸಿಗಳನ್ನು ನೆಟ್ಟು ಪೋಷಿಸುವ ಮೂಲಕ ಪರಿಸರ ಸಂರಕ್ಷಣೆಗೆ ಮುಂದಾಗಬೇಕು ಎಂದು ಹೇಳಿದರು. ಪ್ಲಾಸ್ಟಿಕ್ ಒಂದು ಅಕ್ಷಯ ವಸ್ತು. ಇದನ್ನು ಸುಟ್ಟರೆ ವಿಷಕಾರಿ ಅನಿಲಗಳು ಬಿಡುಗಡೆಯಾಗುತ್ತವೆ. ಹಾಗೂ ಈ ಮಣ್ಣಿನ ಜೊತೆ ಬೆರೆತರೆ ಆರೋಗ್ಯಕ್ಕೆ ಹಾನಿ. (295, 2204, 556, 2320)
june10-byline: ಹೊಸಪೇಟೆ ಟೈಮ್ಸ್ ನ್ಯೂಸ್ (576, 166, 691, 182)
savitha-byline: ಹೊಸಪೇಟೆ ಟೈಮ್ಸ್ ನ್ಯೂಸ್ (1131, 166, 1245, 182)
helmet-byline: ಮೊದಲನೇ ಪುಟದಿಂದ: (22, 1602, 120, 1617)
court-notice-sign-left: ವಕೀಲರು ಅರ್ಜಿದಾರರ ಪರ ಹೊಸಪೇಟೆ. (1137, 1748, 1267, 1760)
bakrid-headline-1: ಬಕ್ರೀದ್ ಹಬ್ಬದ ಪ್ರಯುಕ್ತ (1203, 983, 1424, 1015)
footer-rule (16, 2378, 1498, 2380)
ujjaini-headline: ಉಜ್ಜಯಿನಿ ಪೀಠಕ್ಕೆ ಬಿಡಿಸಿಸಿ ಬ್ಯಾಂಕಿನ ಅಧ್ಯಕ್ಷ ತಿಪ್ಪೇಸ್ವಾಮಿ ಭೇಟಿ (105, 759, 473, 781)
dho-byline: ಹೊಸಪೇಟೆ ಟೈಮ್ಸ್ ನ್ಯೂಸ್ (22, 1905, 136, 1920)
dho-photo-scene (295, 1905, 839, 2194)
devaraj-col-1: ವಿಜಯನಗರ(ಹೊಸಪೇಟೆ): ಡಿ.ದೇವರಾಜ ಅರಸು ಹಿಂದುಳಿದ ವರ್ಗಗಳ ಅಭಿವೃದ್ಧಿ ನಿಗಮದಿಂದ 2025-26ನೇ ಸಾಲಿನ ವಿವಿಧ ಯೋಜನೆಗಳಡಿ ಅರ್ಹ ಫಲಾನುಭವಿಗಳಿಂದ ಅರ್ಜಿ ಆಹ್ವಾನಿಸಲಾಗಿದೆ. ನಿಗಮದ ಡಿ.ದೇವರಾಜ ಅರಸು ಸ್ವಯಂ ಉದ್ಯೋಗ ವೈಯಕ್ತಿಕ ಸಾಲ ಯೋಜನೆ, ಗಂಗಾ ಕಲ್ಯಾಣ ನೀರಾವರಿ ಯೋಜನೆ, ಅರಿವು ಶೈಕ್ಷಣಿಕ ಸಾಲ ಯೋಜನೆ, ವಿದೇಶ ವಿಶ್ವವಿದ್ಯಾಲಯಗಳಲ್ಲಿ ಉನ್ನತ ವ್ಯಾಸಂಗಕ್ಕೆ ಸಾಲ ಯೋಜನೆ, ಸ್ವಾವಲಂಬಿ ಸಾರಥಿ ಯೋಜನೆ, ಸ್ವಯಂ ಉದ್ಯೋಗ ಸಾಲ ಯೋಜನೆ(ವಾಣಿಜ್ಯ ಬ್ಯಾಂಕುಗಳ ಸಹಯೋಗದೊಂದಿಗೆ), ಹಾಗೂ ಸ್ವಾತಂತ್ರ್ಯ ಅಮೃತ ಮುನ್ನಡೆ ಯೋಜನೆ ಅರ್ಜಿ ಸಲ್ಲಿಸಲು ಇಚ್ಛಿಸುವವರು https://www.kaushalkar.com ವೆಬ್‌ಸೈಟ್‌ನಲ್ಲಿ ಅರ್ಜಿಯನ್ನು ಸಲ್ಲಿಸಬಹುದು. ಮೇಲ್ಕಂಡ ಯೋಜನೆಗಳು ವಿಶ್ವಕರ್ಮ, (22, 1108, 283, 1387)
devaraj-headline: ವಿವಿಧ ಯೋಜನೆಗಳಡಿ ಅರ್ಜಿ ಆಹ್ವಾನ (131, 1037, 448, 1068)
ujjaini-col-left: ಕೊಟ್ಟೂರು: ಬಳ್ಳಾರಿ ಜಿಲ್ಲಾ ಸಹಕಾರ ಬ್ಯಾಂಕ್ ಅಧ್ಯಕ್ಷ ತಿಪ್ಪೇಸ್ವಾಮಿ ಜನ್ಮದಿನದ ಅಂಗವಾಗಿ ತಮ್ಮ ಶ್ರೀಮತಿ ಅವರೊಂದಿಗೆ ಉಜ್ಜಯಿನಿ ಪೀಠಕ್ಕೆ ಶುಕ್ರವಾರ ಭೇಟಿ ನೀಡಿ ಶ್ರೀ ಮರುಳ ಸಿದ್ದೇಶ್ವರ (22, 812, 200, 908)
bakrid-headline-2: ರೂಟ್ ಮಾರ್ಚ್ (1239, 1023, 1388, 1055)
ujjaini-rule-top (17, 750, 561, 752)
court-notice-sign-right: ಪ್ರಧಾನ ಸಿವಿಲ್ ನ್ಯಾಯಾಧೀಶರು ಮತ್ತು ಜೆ.ಎಂ.ಎಫ್.ಸಿ. ಹೊಸಪೇಟೆ. (1368, 1748, 1490, 1772)
masthead-paper-name: ಹೊಸಪೇಟೆ ಟೈಮ್ಸ್ (686, 6, 828, 33)
tender-line-3: ಜಿಲ್ಲಾ ಪಂಚಾಯತ್, ವಿಜಯನಗರ –583201 (1225, 1877, 1449, 1894)
june10-headline-2: ಸಲಕರಣೆಗಳ ವಿತರಣಾ ಕಾರ್ಯಕ್ರಮ (714, 110, 976, 138)
ujjaini-photo (208, 785, 364, 979)
tender-date: ದಿನಾಂಕ:04.06.2025 (1405, 1916, 1491, 1928)
joyals-headline-box (573, 722, 1117, 771)
tender-signature: ಸಹಿ/- ರೇಷ್ಮೆ ಉಪನಿರ್ದೇಶಕರು, ಜಿಲ್ಲಾ ಪಂಚಾಯತ್ ವಿಜಯನಗರ (1278, 2301, 1491, 2312)
joyals-headline: ಜೋಯಲ್ಸ್ ಫೌಂಡೇಶನ್ ನಿಂದ ಕೊಟ್ರೇಶ್ ನಾಯ್ಕ್ ಗೆ ನೂತನ ಮನೆ ಕೀ ವಿತರಣೆ (638, 737, 1053, 756)
court-notice-body: ಹಂಪಮ್ಮ ಕೋಂ ನೀಲಪ್ಪ, ವಯಸ್ಸು ಸುಮಾರು 60 ವರ್ಷ, ಸಾ: ಹೊಸಪೇಟೆ ತಾಲೂಕು, ವಿಜಯನಗರ ಜಿಲ್ಲೆ. ಅರ್ಜಿದಾರರು ವಿರುದ್ಧ ಹೊಸಪೇಟೆ ನಗರ ಪೊಲೀಸ್ ಠಾಣೆ ಮುಖಾಂತರ ರಾಜ್ಯ ಸರ್ಕಾರ. ಪ್ರತಿವಾದಿ. ಪ್ರಕಟಣೆ: ಅರ್ಜಿದಾರರ ಪತಿಯವರು ಕಾಣೆಯಾಗಿದ್ದು ಅವರ ಮರಣ ಪ್ರಮಾಣ ಪತ್ರ ನೀಡುವ ಕುರಿತು ಅರ್ಜಿ ಸಲ್ಲಿಸಿದ್ದು, ಈ ಬಗ್ಗೆ ಯಾರಿಗಾದರೂ ಯಾವುದೇ ಆಕ್ಷೇಪಣೆಗಳಿದ್ದಲ್ಲಿ ದಿನಾಂಕ 10/07/2025 ರಂದು ಬೆಳಿಗ್ಗೆ 11.00 ಗಂಟೆಗೆ ನ್ಯಾಯಾಲಯದಲ್ಲಿ ಖುದ್ದಾಗಿ ಅಥವಾ ವಕೀಲರ ಮುಖಾಂತರ ಹಾಜರಾಗಿ ಆಕ್ಷೇಪಣೆ ಸಲ್ಲಿಸಬಹುದು. ತಪ್ಪಿದಲ್ಲಿ ಏಕಪಕ್ಷೀಯವಾಗಿ ಮುಂದಿನ ಆದೇಶ ಹೊರಡಿಸಲಾಗುವುದು. ಈ ದಿನಾಂಕ 04/06/2025 ರಂದು ನನ್ನ ಸಹಿ ಮತ್ತು ನ್ಯಾಯಾಲಯದ ಮೊಹರಿನೊಂದಿಗೆ ನೀಡಲಾಗಿದೆ. (1137, 1400, 1490, 1522)
bakrid-byline: ಹೊಸಪೇಟೆ ಟೈಮ್ಸ್ ನ್ಯೂಸ್ (1131, 1081, 1245, 1097)
column-rule-2 (1122, 57, 1123, 1836)
devaraj-byline: ಹೊಸಪೇಟೆ ಟೈಮ್ಸ್ ನ್ಯೂಸ್ (22, 1086, 136, 1101)
ujjaini-byline: ಹೊಸಪೇಟೆ ಟೈಮ್ಸ್ ನ್ಯೂಸ್ (22, 789, 136, 805)
joyals-byline: ಹೊಸಪೇಟೆ ಟೈಮ್ಸ್ ನ್ಯೂಸ್ (576, 976, 691, 991)
cycling-photo-scene (17, 172, 561, 419)
tender-heading: ಟೆಂಡರ್ ಆಹ್ವಾನ (1136, 1935, 1491, 1957)
masthead-rule (16, 39, 1498, 40)
ujjaini-photo-scene (208, 785, 364, 979)
masthead-date: ಶನಿವಾರ 07-06-2025 (23, 8, 213, 31)
